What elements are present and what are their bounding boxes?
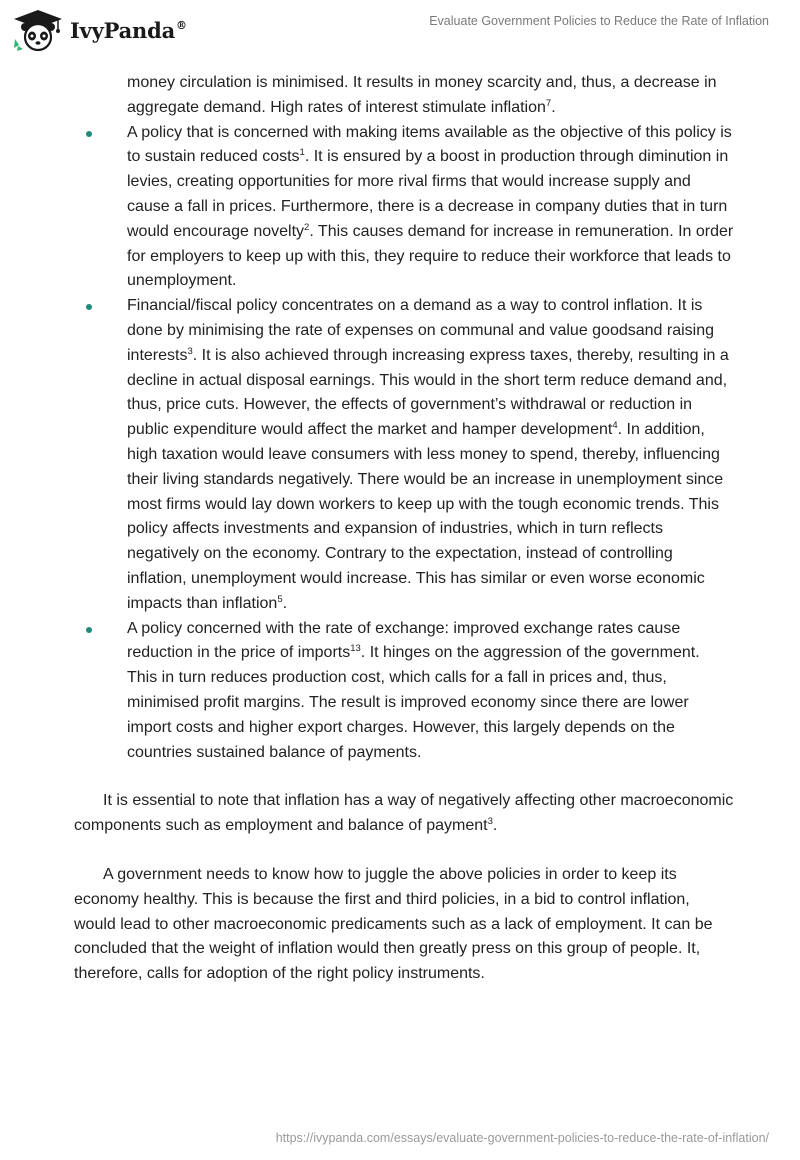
footnote-ref: 13	[350, 643, 361, 655]
body-paragraph	[74, 789, 734, 839]
text-run: . It is ensured by a boost in production through diminution in levies, creating opportunities for more rival firms that would increase supply and cause a fall in prices. Furthermore, there is a decrease in company duties that in turn would encourage novelty	[127, 148, 729, 240]
policy-list-item	[74, 121, 734, 295]
bullet-dot-icon	[86, 131, 92, 137]
footnote-ref: 3	[187, 345, 193, 357]
bullet-dot-icon	[86, 304, 92, 310]
policy-list-item	[74, 294, 734, 616]
text-run: It is essential to note that inflation has a way of negatively affecting other macroeconomic components such as employment and balance of payment	[74, 792, 734, 835]
continuation-text: money circulation is minimised. It results in money scarcity and, thus, a decrease in aggregate demand. High rates of interest stimulate inflation$^7$.	[127, 74, 717, 116]
text-run: .	[282, 594, 288, 612]
text-run: . It hinges on the aggression of the government. This in turn reduces production cost, which calls for a fall in prices and, thus, minimised profit margins. The result is improved economy since there are lower import costs and higher export charges. However, this largely depends on the countries sustained balance of payments.	[127, 644, 700, 761]
text-run: A government needs to know how to juggle the above policies in order to keep its economy healthy. This is because the first and third policies, in a bid to control inflation, would lead to other macroeconomic predicaments such as a lack of employment. It can be concluded that the weight of inflation would then greatly press on this group of people. It, therefore, calls for adoption of the right policy instruments.	[74, 865, 713, 983]
text-run: .	[492, 817, 498, 835]
panda-graduation-icon	[12, 8, 64, 52]
footnote-ref: 1	[299, 147, 305, 159]
footer-url: https://ivypanda.com/essays/evaluate-government-policies-to-reduce-the-rate-of-inflation/	[275, 1131, 769, 1145]
body-paragraph	[74, 863, 734, 987]
paragraphs	[74, 789, 734, 987]
text-run: A policy concerned with the rate of exchange: improved exchange rates cause reduction in the price of imports	[127, 619, 681, 662]
page-header	[0, 0, 800, 64]
text-run: . In addition, high taxation would leave consumers with less money to spend, thereby, influencing their living standards negatively. There would be an increase in unemployment since most firms would lay down workers to keep up with the tough economic trends. This policy affects investments and expansion of industries, which in turn reflects negatively on the economy. Contrary to the expectation, instead of controlling inflation, unemployment would increase. This has similar or even worse economic impacts than inflation	[127, 421, 724, 612]
footnote-ref: 3	[487, 816, 493, 828]
document-title: Evaluate Government Policies to Reduce the Rate of Inflation	[429, 14, 769, 28]
policy-list	[74, 121, 734, 766]
footnote-ref: 2	[304, 221, 310, 233]
brand-logo[interactable]	[12, 8, 187, 52]
footnote-ref: 4	[612, 420, 618, 432]
text-run: . It is also achieved through increasing express taxes, thereby, resulting in a decline in actual disposal earnings. This would in the short term reduce demand and, thus, price cuts. However, the effects of government’s withdrawal or reduction in public expenditure would affect the market and hamper development	[127, 346, 729, 439]
text-run: . This causes demand for increase in remuneration. In order for employers to keep up with this, they require to reduce their workforce that leads to unemployment.	[127, 222, 734, 290]
text-run: Financial/fiscal policy concentrates on a demand as a way to control inflation. It is done by minimising the rate of expenses on communal and value goodsand raising interests	[127, 297, 715, 364]
policy-list-item	[74, 617, 734, 766]
footnote-ref: 7	[545, 97, 552, 109]
text-run: A policy that is concerned with making items available as the objective of this policy is to sustain reduced costs	[127, 123, 732, 166]
footnote-ref: 5	[277, 593, 283, 605]
brand-name: IvyPanda®	[70, 17, 187, 43]
bullet-dot-icon	[86, 627, 92, 633]
essay-body	[74, 71, 734, 987]
